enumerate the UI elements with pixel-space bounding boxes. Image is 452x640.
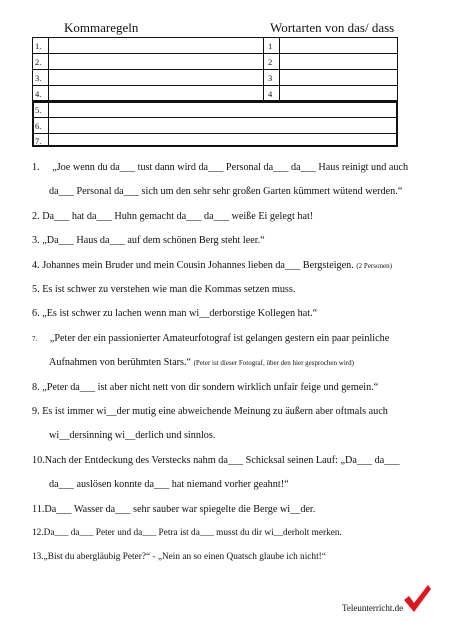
- exercise-3: 3. „Da___ Haus da___ auf dem schönen Berg steht leer.“: [32, 235, 265, 246]
- row-label-right: 4: [268, 89, 273, 99]
- exercise-10-continued: da___ auslösen konnte da___ hat niemand vorher geahnt!“: [49, 479, 289, 490]
- exercise-12: 12.Da___ da___ Peter und da___ Petra ist da___ musst du dir wi__derholt merken.: [32, 528, 342, 538]
- heading-kommaregeln: Kommaregeln: [64, 20, 139, 35]
- row-label: 4.: [35, 89, 42, 99]
- footer-brand: Teleunterricht.de: [342, 603, 404, 613]
- exercise-number: 7.: [32, 335, 38, 343]
- row-label: 2.: [35, 57, 42, 67]
- row-label: 6.: [35, 121, 42, 131]
- exercise-text: 4. Johannes mein Bruder und mein Cousin Johannes lieben da___ Bergsteigen.: [32, 260, 354, 271]
- red-checkmark-icon: [401, 583, 433, 620]
- exercise-13: 13.„Bist du abergläubig Peter?“ - „Nein an so einen Quatsch glaube ich nicht!“: [32, 552, 326, 562]
- exercise-10: 10.Nach der Entdeckung des Verstecks nahm da___ Schicksal seinen Lauf: „Da___ da___: [32, 455, 400, 466]
- exercise-text: „Peter der ein passionierter Amateurfotograf ist gelangen gestern ein paar peinliche: [49, 333, 390, 344]
- exercise-text: „Joe wenn du da___ tust dann wird da___ Personal da___ da___ Haus reinigt und auch: [52, 162, 409, 173]
- exercise-4: [32, 260, 392, 272]
- exercise-7-continued: [49, 357, 354, 368]
- exercise-7: [32, 333, 389, 345]
- exercise-2: 2. Da___ hat da___ Huhn gemacht da___ da___ weiße Ei gelegt hat!: [32, 211, 314, 222]
- exercise-note: (2 Personen): [356, 262, 392, 270]
- row-label-right: 2: [268, 57, 273, 67]
- heading-wortarten: Wortarten von das/ dass: [270, 20, 395, 35]
- exercise-1-continued: da___ Personal da___ sich um den sehr sehr großen Garten kümmert wütend werden.“: [49, 186, 403, 197]
- exercise-9-continued: wi__dersinning wi__derlich und sinnlos.: [49, 430, 216, 441]
- row-label: 3.: [35, 73, 42, 83]
- exercise-note: (Peter ist dieser Fotograf, über den hier gesprochen wird): [193, 359, 354, 367]
- table-frame-bottom: [32, 101, 398, 147]
- row-label: 5.: [35, 105, 42, 115]
- row-label: 7.: [35, 136, 42, 146]
- row-label-right: 1: [268, 41, 273, 51]
- exercise-number: 1.: [32, 162, 40, 173]
- exercise-9: 9. Es ist immer wi__der mutig eine abweichende Meinung zu äußern aber oftmals auch: [32, 406, 388, 417]
- row-label-right: 3: [268, 73, 273, 83]
- answer-table: [32, 37, 398, 145]
- exercise-1: [32, 162, 408, 174]
- exercise-11: 11.Da___ Wasser da___ sehr sauber war spiegelte die Berge wi__der.: [32, 504, 316, 515]
- exercise-text: Aufnahmen von berühmten Stars.“: [49, 357, 192, 368]
- exercise-8: 8. „Peter da___ ist aber nicht nett von dir sondern wirklich unfair feige und gemein.“: [32, 382, 379, 393]
- row-label: 1.: [35, 41, 42, 51]
- exercise-6: 6. „Es ist schwer zu lachen wenn man wi__derborstige Kollegen hat.“: [32, 308, 318, 319]
- exercise-5: 5. Es ist schwer zu verstehen wie man die Kommas setzen muss.: [32, 284, 296, 295]
